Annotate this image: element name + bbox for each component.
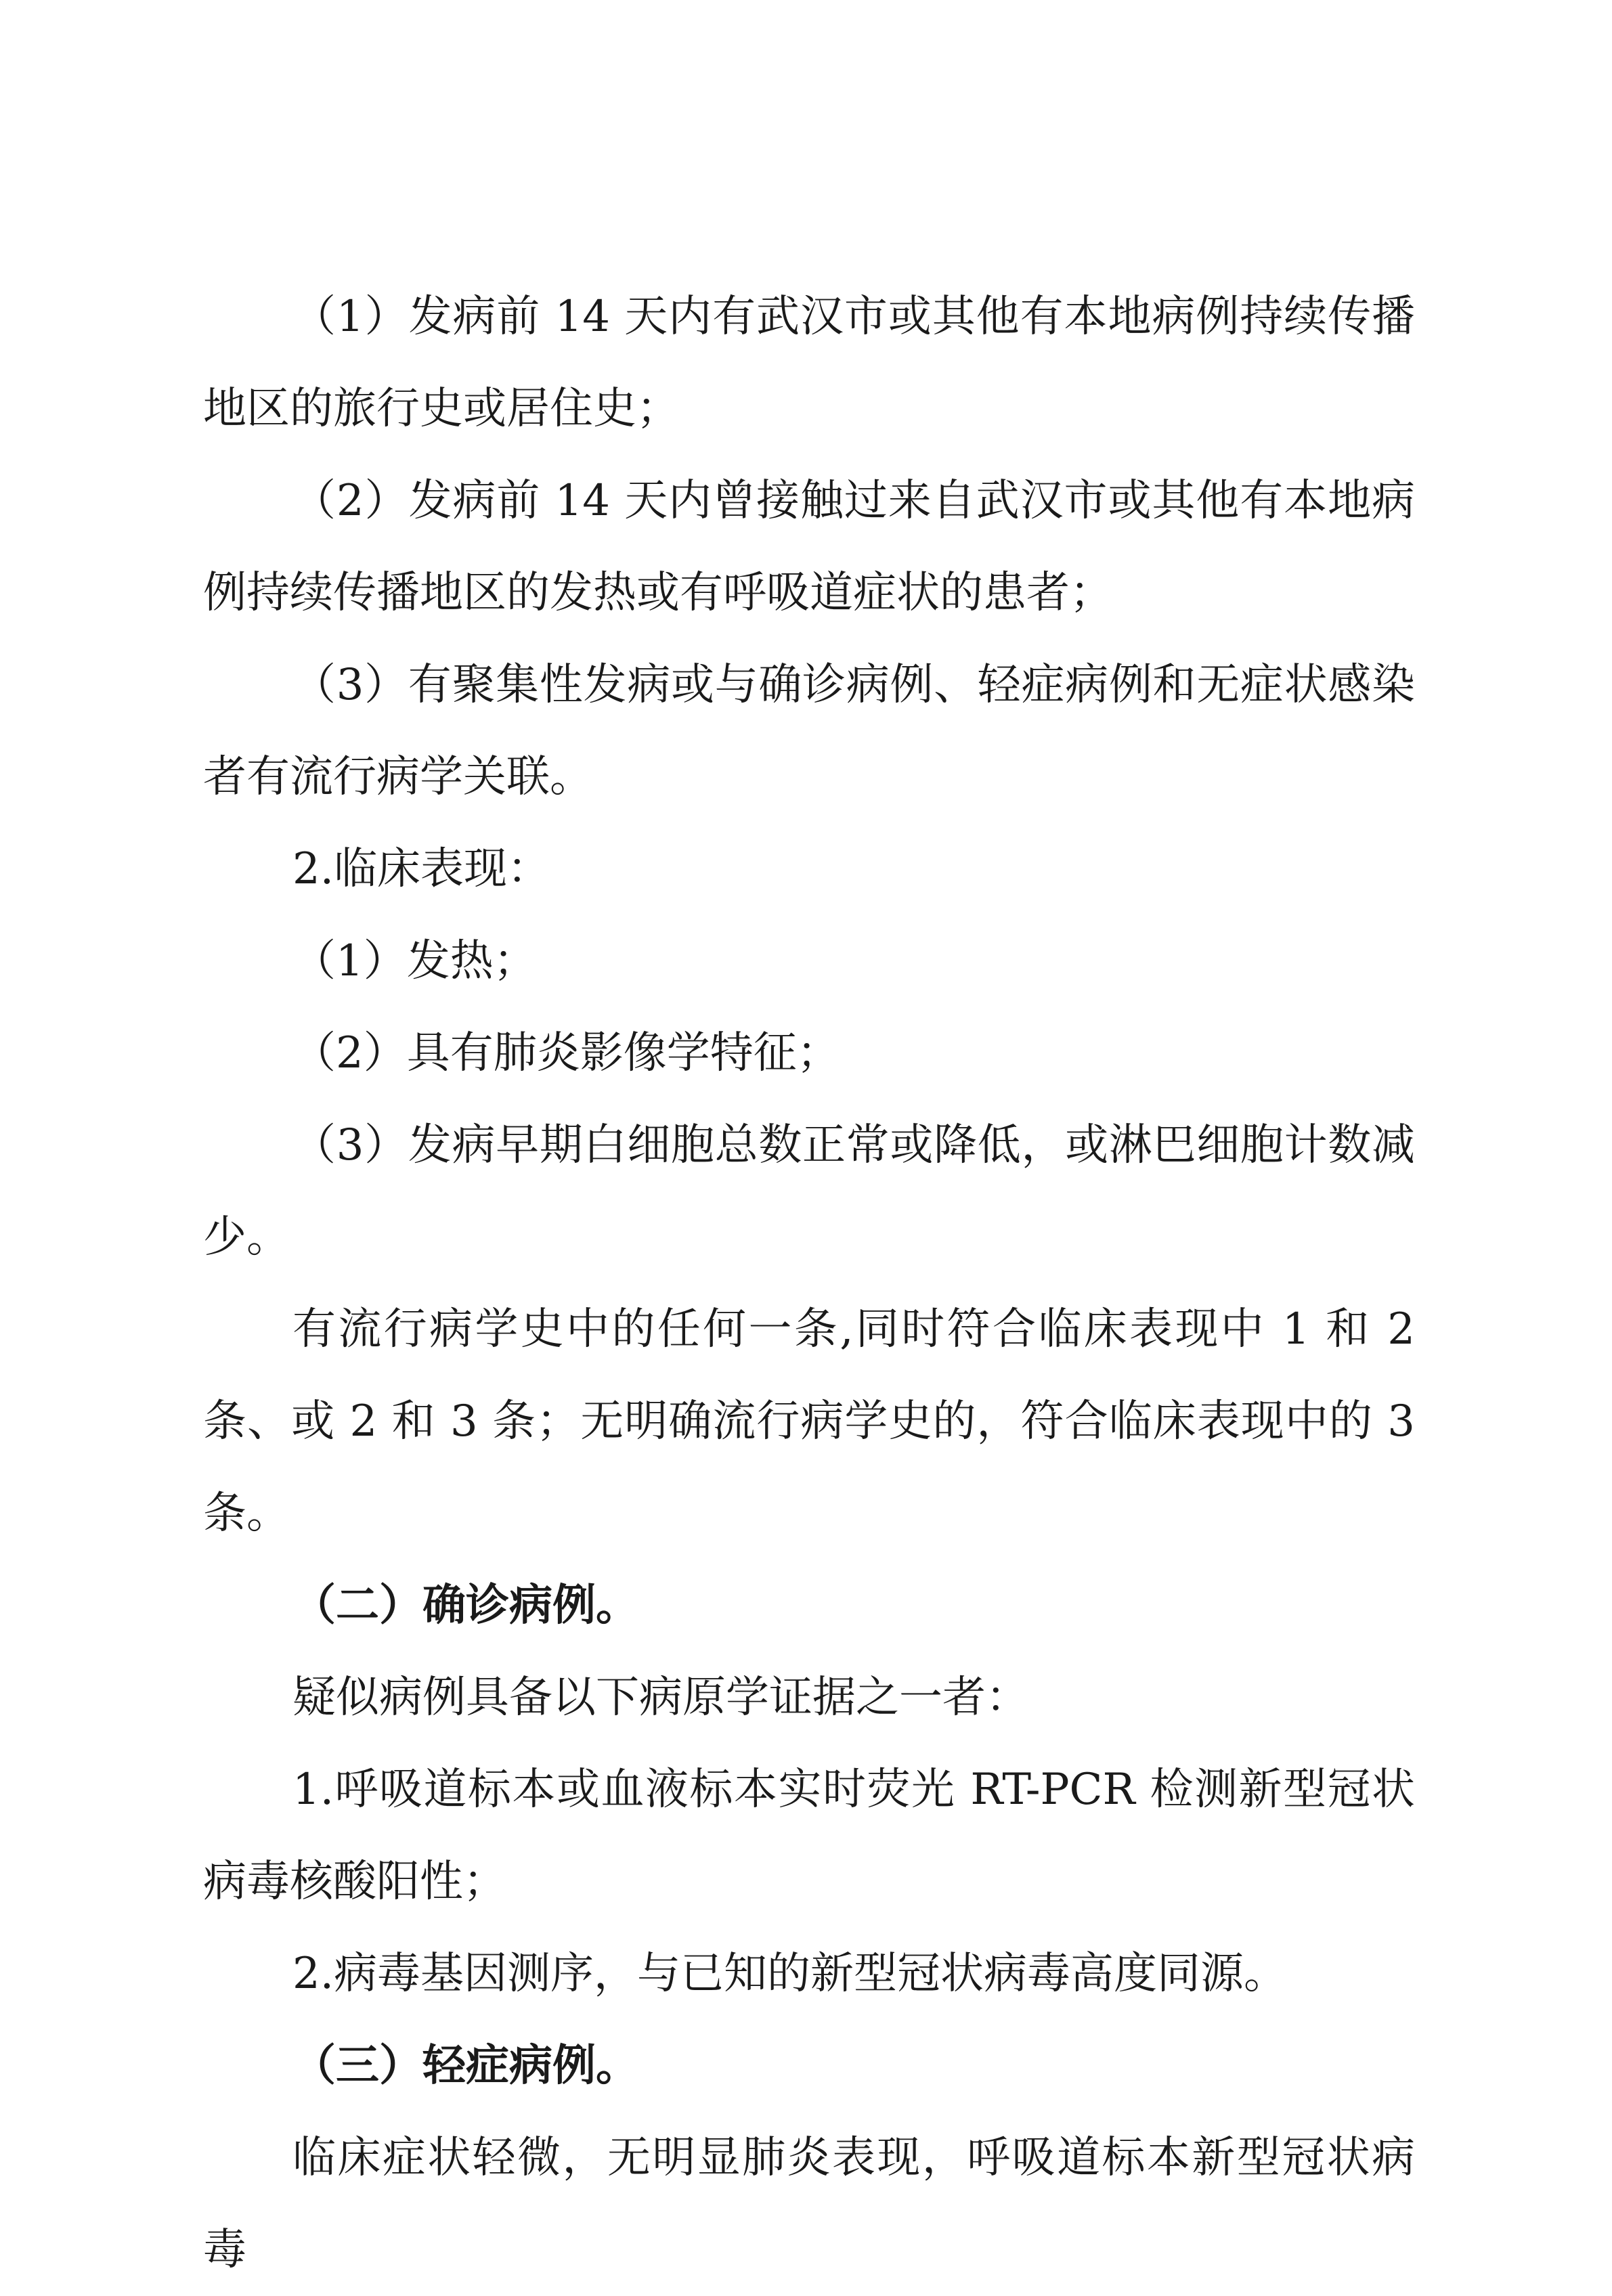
paragraph-criteria: 有流行病学史中的任何一条,同时符合临床表现中 1 和 2 条、或 2 和 3 条；无明确流行病学史的，符合临床表现中的 3 条。	[203, 1304, 1415, 1539]
paragraph-clinical-2: （2）具有肺炎影像学特征；	[292, 1028, 840, 1078]
section-heading-mild: （三）轻症病例。	[292, 2040, 639, 2091]
paragraph-epi-2: （2）发病前 14 天内曾接触过来自武汉市或其他有本地病例持续传播地区的发热或有呼吸道症状的患者；	[203, 476, 1415, 618]
paragraph-confirmed-1: 1.呼吸道标本或血液标本实时荧光 RT-PCR 检测新型冠状病毒核酸阳性；	[203, 1765, 1415, 1907]
paragraph-epi-1: （1）发病前 14 天内有武汉市或其他有本地病例持续传播地区的旅行史或居住史；	[203, 292, 1415, 434]
paragraph-mild-1: 临床症状轻微，无明显肺炎表现，呼吸道标本新型冠状病毒	[203, 2133, 1415, 2275]
paragraph-confirmed-2: 2.病毒基因测序，与已知的新型冠状病毒高度同源。	[292, 1949, 1288, 1999]
paragraph-clinical-heading: 2.临床表现：	[292, 844, 551, 894]
paragraph-confirmed-intro: 疑似病例具备以下病原学证据之一者：	[292, 1673, 1029, 1723]
document-page	[203, 271, 1415, 2296]
paragraph-epi-3: （3）有聚集性发病或与确诊病例、轻症病例和无症状感染者有流行病学关联。	[203, 660, 1415, 802]
paragraph-clinical-1: （1）发热；	[292, 936, 537, 986]
section-heading-confirmed: （二）确诊病例。	[292, 1580, 639, 1631]
paragraph-clinical-3: （3）发病早期白细胞总数正常或降低，或淋巴细胞计数减少。	[203, 1120, 1415, 1262]
